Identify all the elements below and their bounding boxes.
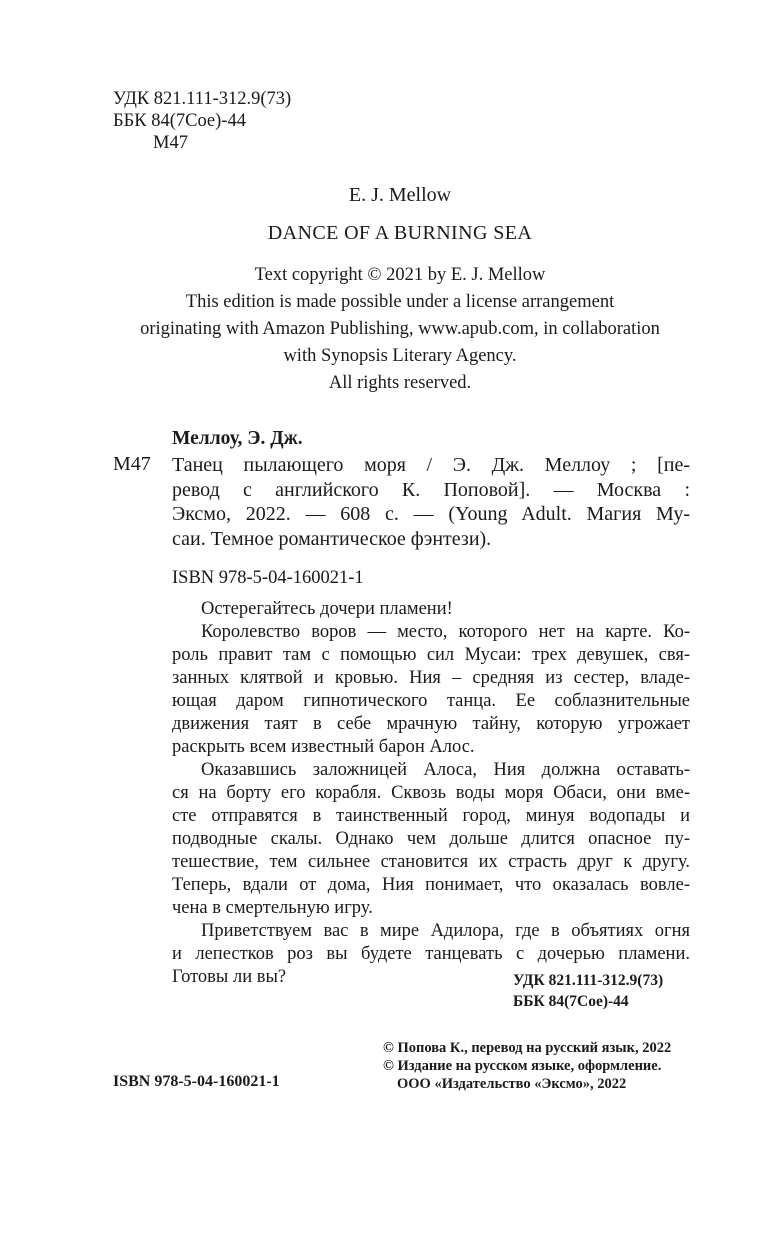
annotation-line: Готовы ли вы? [172,967,287,987]
annotation-line: Остерегайтесь дочери пламени! [201,599,453,619]
copyright-line: Text copyright © 2021 by E. J. Mellow [254,265,546,285]
copyright-line: This edition is made possible under a license arrangement [185,292,615,312]
annotation-line: движения таят в себе мрачную тайну, которую угрожает [172,714,690,734]
bibliographic-author-sign: М47 [113,453,151,475]
annotation-line: чена в смертельную игру. [172,898,373,918]
udk-code: УДК 821.111-312.9(73) [113,89,292,109]
copyright-line: originating with Amazon Publishing, www.apub.com, in collaboration [140,319,660,339]
copyright-edition: © Издание на русском языке, оформление. [383,1058,662,1074]
annotation-line: занных клятвой и кровью. Ния – средняя из сестер, владе- [172,668,690,688]
bibliographic-isbn: ISBN 978-5-04-160021-1 [172,568,364,588]
annotation-line: и лепестков роз вы будете танцевать с дочерью пламени. [172,944,690,964]
footer-isbn: ISBN 978-5-04-160021-1 [113,1073,280,1090]
footer-bbk: ББК 84(7Сое)-44 [513,993,629,1010]
author-sign: М47 [153,133,188,153]
annotation [172,598,690,989]
annotation-line: раскрыть всем известный барон Алос. [172,737,475,757]
classification-codes [113,88,291,154]
description-line: Эксмо, 2022. — 608 с. — (Young Adult. Магия Му- [172,503,690,525]
original-author: E. J. Mellow [348,184,452,206]
copyright-notice [0,262,768,397]
bbk-code: ББК 84(7Сое)-44 [113,111,246,131]
annotation-line: тешествие, тем сильнее становится их страсть друг к другу. [172,852,690,872]
annotation-line: ющая даром гипнотического танца. Ее соблазнительные [172,691,690,711]
annotation-line: сте отправятся в таинственный город, минуя водопады и [172,806,690,826]
annotation-line: роль правит там с помощью сил Мусаи: трех девушек, свя- [172,645,690,665]
footer-classification [513,970,663,1012]
bibliographic-description [172,453,690,551]
publisher: ООО «Издательство «Эксмо», 2022 [397,1076,627,1092]
copyright-translation: © Попова К., перевод на русский язык, 2022 [383,1040,672,1056]
description-line: ревод с английского К. Поповой]. — Москва : [172,478,690,501]
copyright-line: All rights reserved. [328,373,472,393]
annotation-line: Оказавшись заложницей Алоса, Ния должна оставать- [201,760,690,780]
footer-udk: УДК 821.111-312.9(73) [513,972,664,989]
annotation-line: Королевство воров — место, которого нет на карте. Ко- [201,622,690,642]
annotation-line: Приветствуем вас в мире Адилора, где в объятиях огня [201,921,690,941]
bibliographic-author: Меллоу, Э. Дж. [172,428,303,449]
annotation-line: Теперь, вдали от дома, Ния понимает, что оказалась вовле- [172,875,690,895]
description-line: саи. Темное романтическое фэнтези). [172,527,492,550]
annotation-line: подводные скалы. Однако чем дольше длится опасное пу- [172,829,690,849]
footer-copyright [383,1039,671,1093]
original-title: DANCE OF A BURNING SEA [267,222,533,244]
description-line: Танец пылающего моря / Э. Дж. Меллоу ; [пе- [172,454,690,476]
copyright-line: with Synopsis Literary Agency. [283,346,517,366]
annotation-line: ся на борту его корабля. Сквозь воды моря Обаси, они вме- [172,783,690,803]
